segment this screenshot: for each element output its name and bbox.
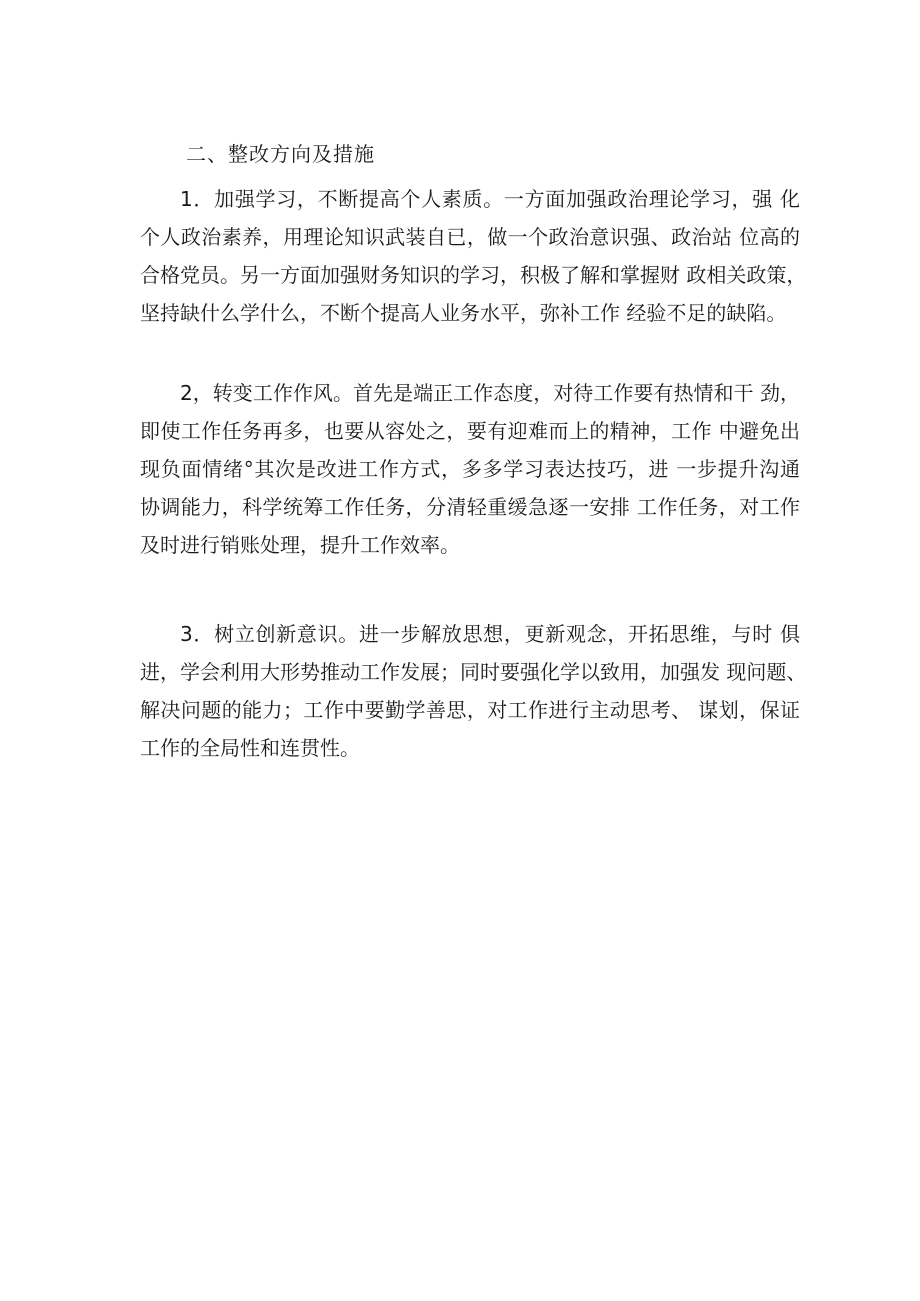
paragraph-line: 坚持缺什么学什么，不断个提高人业务水平，弥补工作 经验不足的缺陷。	[140, 301, 787, 325]
paragraph-line: 3．树立创新意识。进一步解放思想，更新观念，开拓思维，与时 俱	[180, 622, 800, 646]
paragraph-2-work-style	[140, 374, 800, 564]
paragraph-line: 及时进行销账处理，提升工作效率。	[140, 533, 460, 557]
paragraph-line: 进，学会利用大形势推动工作发展；同时要强化学以致用，加强发 现问题、	[140, 660, 807, 684]
paragraph-line: 1．加强学习，不断提高个人素质。一方面加强政治理论学习，强 化	[180, 187, 800, 211]
paragraph-line: 解决问题的能力；工作中要勤学善思，对工作进行主动思考、 谋划，保证	[140, 698, 800, 722]
paragraph-line: 2，转变工作作风。首先是端正工作态度，对待工作要有热情和干 劲，	[180, 381, 800, 405]
paragraph-line: 协调能力，科学统筹工作任务，分清轻重缓急逐一安排 工作任务，对工作	[140, 495, 800, 519]
paragraph-line: 即使工作任务再多，也要从容处之，要有迎难而上的精神，工作 中避免出	[140, 419, 800, 443]
paragraph-line: 现负面情绪°其次是改进工作方式，多多学习表达技巧，进 一步提升沟通	[140, 457, 800, 481]
paragraph-line: 个人政治素养，用理论知识武装自已，做一个政治意识强、政治站 位高的	[140, 225, 800, 249]
section-heading: 二、整改方向及措施	[186, 142, 375, 166]
paragraph-line: 合格党员。另一方面加强财务知识的学习，积极了解和掌握财 政相关政策，	[140, 263, 807, 287]
paragraph-line: 工作的全局性和连贯性。	[140, 736, 360, 760]
paragraph-3-innovation	[140, 615, 807, 767]
paragraph-1-study	[140, 180, 807, 332]
